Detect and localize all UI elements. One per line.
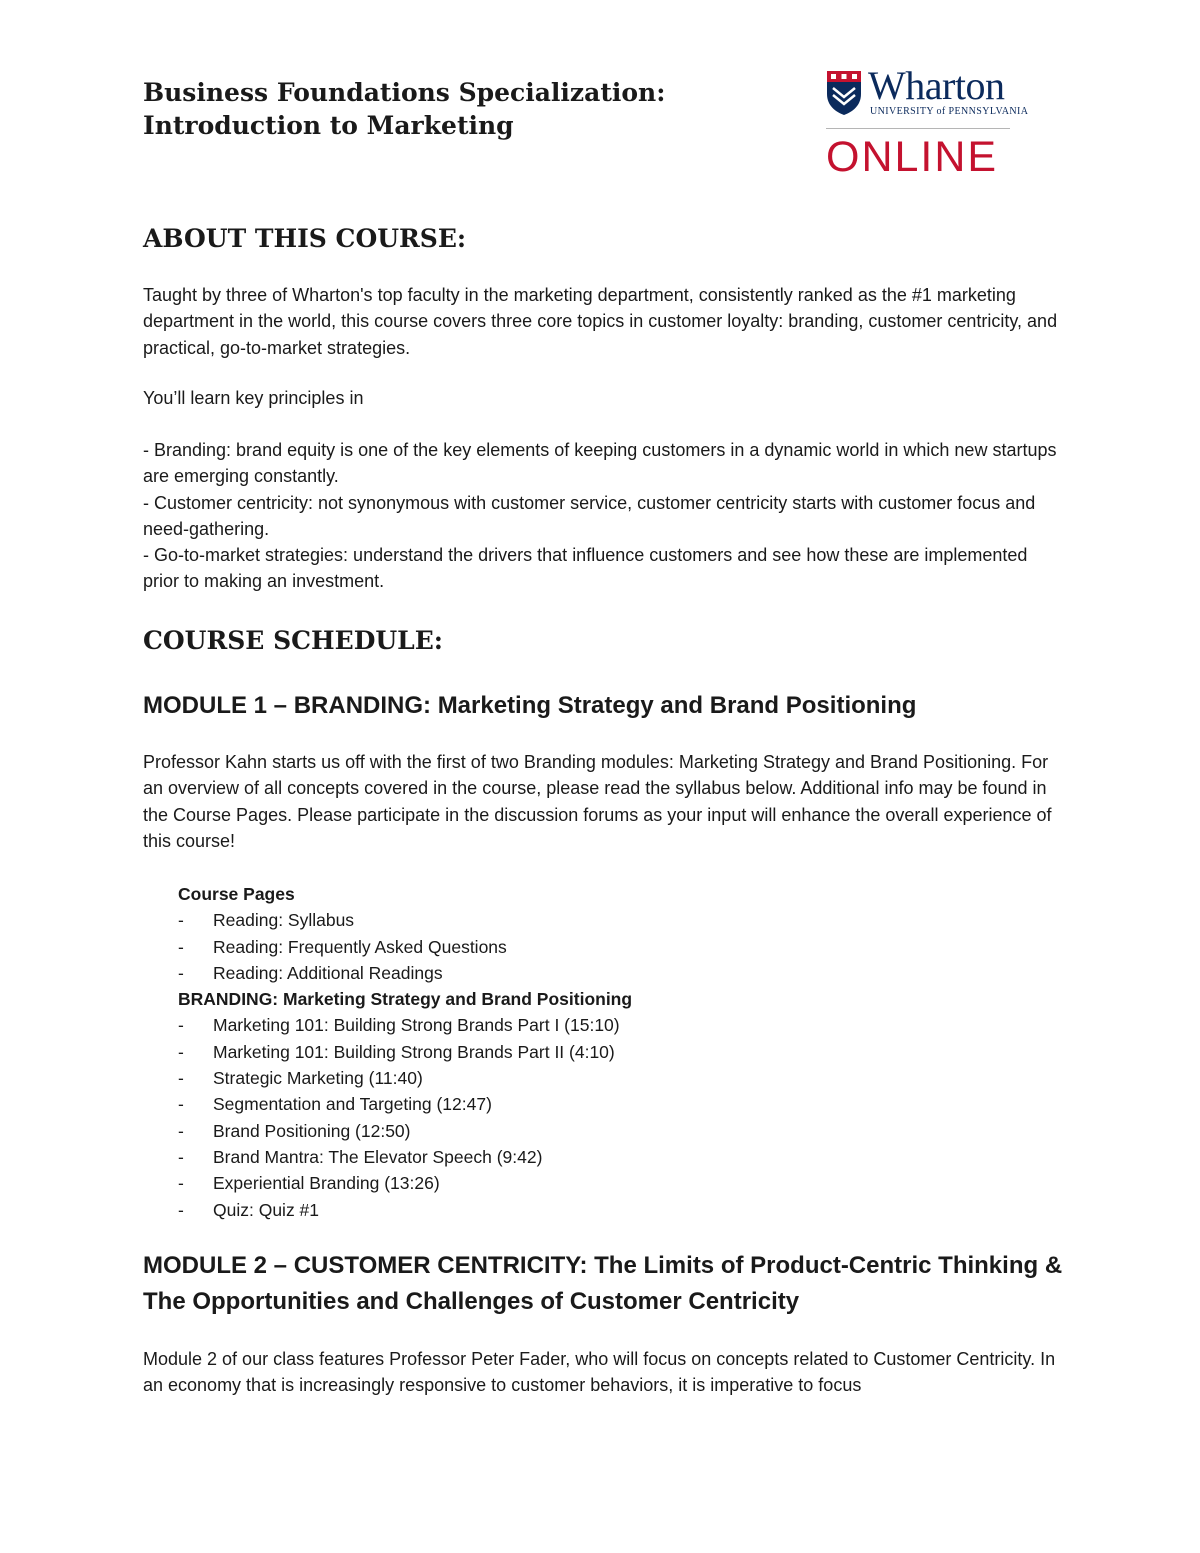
- list-dash: -: [178, 1120, 184, 1141]
- wharton-wordmark: Wharton: [868, 63, 1005, 108]
- module-1-title: [143, 688, 1063, 724]
- module-2-description: [143, 1346, 1063, 1399]
- list-item-label: Brand Positioning (12:50): [213, 1120, 411, 1141]
- list-item-label: Marketing 101: Building Strong Brands Part I (15:10): [213, 1015, 620, 1036]
- list-item[interactable]: [178, 907, 632, 933]
- bullet-customer-centricity: - Customer centricity: not synonymous with customer service, customer centricity starts with customer focus and need-gathering.: [143, 492, 1036, 539]
- bullet-branding: - Branding: brand equity is one of the key elements of keeping customers in a dynamic world in which new startups are emerging constantly.: [143, 440, 1057, 487]
- title-line-2: Introduction to Marketing: [143, 111, 514, 140]
- list-dash: -: [178, 1173, 184, 1194]
- list-item-label: Reading: Frequently Asked Questions: [213, 936, 507, 957]
- list-item-label: Experiential Branding (13:26): [213, 1173, 440, 1194]
- list-item-label: Reading: Syllabus: [213, 910, 355, 931]
- list-item-label: Segmentation and Targeting (12:47): [213, 1094, 492, 1115]
- list-dash: -: [178, 1068, 184, 1089]
- list-item[interactable]: [178, 1091, 632, 1117]
- module-2-description-text: Module 2 of our class features Professor Peter Fader, who will focus on concepts related to Customer Centricity. In an economy that is increasingly responsive to customer behaviors, it is imperative to focus: [143, 1349, 1056, 1396]
- about-intro: [143, 282, 1063, 361]
- list-item[interactable]: [178, 1170, 632, 1196]
- bullet-go-to-market: - Go-to-market strategies: understand the drivers that influence customers and see how these are implemented prior to making an investment.: [143, 545, 1028, 592]
- course-pages-heading: Course Pages: [178, 884, 295, 904]
- list-dash: -: [178, 1015, 184, 1036]
- penn-shield-icon: [826, 70, 862, 116]
- list-dash: -: [178, 910, 184, 931]
- module-1-description-text: Professor Kahn starts us off with the first of two Branding modules: Marketing Strategy and Brand Positioning. For an overview of all concepts covered in the course, please read the syllabus below. Additional info may be found in the Course Pages. Please participate in the discussion forums as your input will enhance the overall experience of this course!: [143, 752, 1052, 851]
- module-1-title-bold: MODULE 1 – BRANDING: [143, 692, 424, 719]
- about-intro-text: Taught by three of Wharton's top faculty in the marketing department, consistently ranked as the #1 marketing department in the world, this course covers three core topics in customer loyalty: branding, customer centricity, and practical, go-to-market strategies.: [143, 285, 1058, 358]
- title-line-1: Business Foundations Specialization:: [143, 78, 666, 107]
- list-dash: -: [178, 1041, 184, 1062]
- list-item[interactable]: [178, 1012, 632, 1038]
- list-item[interactable]: [178, 1118, 632, 1144]
- list-item-label: Strategic Marketing (11:40): [213, 1068, 423, 1089]
- about-lead: [143, 385, 1063, 411]
- logo-divider: [826, 128, 1010, 129]
- list-item[interactable]: [178, 1197, 632, 1223]
- list-item-label: Quiz: Quiz #1: [213, 1199, 320, 1220]
- module-1-title-rest: : Marketing Strategy and Brand Positioning: [423, 692, 917, 719]
- list-dash: -: [178, 936, 184, 957]
- list-dash: -: [178, 962, 184, 983]
- module-1-description: [143, 749, 1063, 854]
- module-2-title-rest: : The Limits of Product-Centric Thinking & The Opportunities and Challenges of Customer Centricity: [143, 1252, 1063, 1315]
- list-item[interactable]: [178, 1065, 632, 1091]
- schedule-heading: COURSE SCHEDULE:: [143, 626, 444, 655]
- list-dash: -: [178, 1094, 184, 1115]
- about-heading: ABOUT THIS COURSE:: [143, 224, 467, 253]
- list-item-label: Marketing 101: Building Strong Brands Part II (4:10): [213, 1041, 615, 1062]
- list-item-label: Reading: Additional Readings: [213, 962, 443, 983]
- module-2-title: [143, 1248, 1063, 1320]
- module-2-title-bold: MODULE 2 – CUSTOMER CENTRICITY: [143, 1252, 580, 1279]
- online-wordmark: ONLINE: [826, 133, 999, 181]
- document-title: [143, 76, 665, 142]
- list-dash: -: [178, 1146, 184, 1167]
- wharton-online-logo: [826, 63, 1029, 186]
- module-1-contents: [178, 881, 632, 1223]
- about-lead-text: You’ll learn key principles in: [143, 388, 364, 408]
- university-name: UNIVERSITY of PENNSYLVANIA: [870, 106, 1029, 117]
- list-item[interactable]: [178, 960, 632, 986]
- list-item-label: Brand Mantra: The Elevator Speech (9:42): [213, 1146, 543, 1167]
- about-bullets: [143, 437, 1063, 595]
- list-item[interactable]: [178, 934, 632, 960]
- list-item[interactable]: [178, 1039, 632, 1065]
- list-dash: -: [178, 1199, 184, 1220]
- list-item[interactable]: [178, 1144, 632, 1170]
- branding-section-heading: BRANDING: Marketing Strategy and Brand Positioning: [178, 989, 633, 1010]
